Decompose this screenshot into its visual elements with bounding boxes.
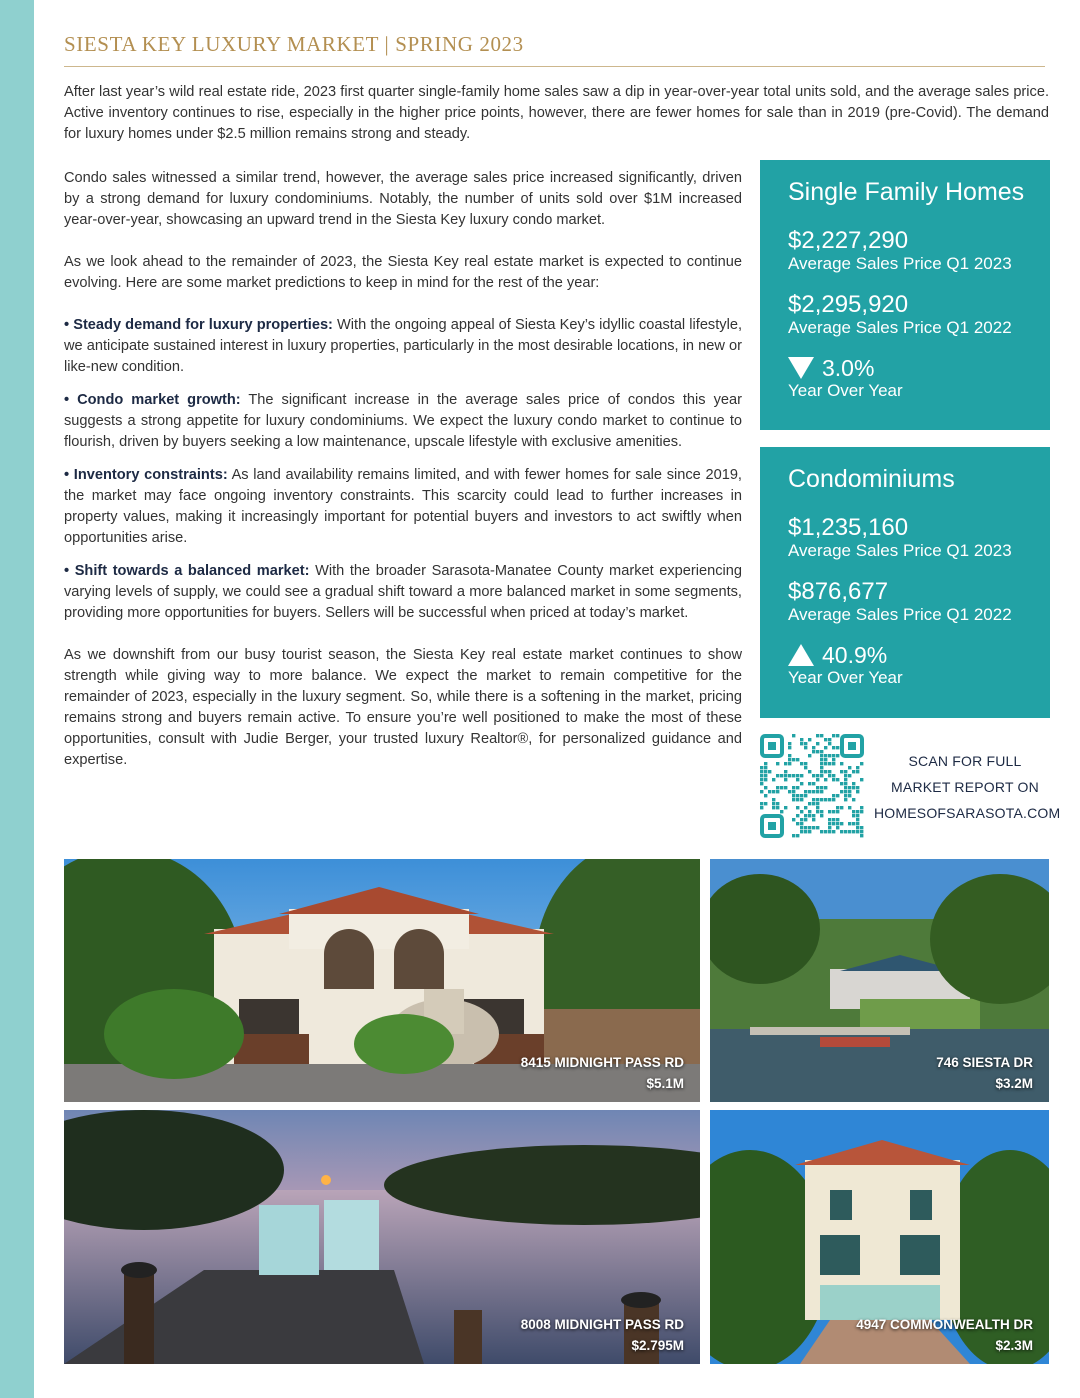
qr-module (812, 782, 815, 785)
qr-module (792, 758, 795, 761)
qr-module (764, 794, 767, 797)
qr-module (804, 830, 807, 833)
avg-price-2023-label: Average Sales Price Q1 2023 (788, 541, 1012, 560)
qr-module (792, 798, 795, 801)
scan-instructions (874, 748, 1061, 826)
up-arrow-icon (788, 644, 814, 666)
qr-module (812, 802, 815, 805)
qr-module (856, 814, 859, 817)
qr-module (860, 834, 863, 837)
qr-module (804, 826, 807, 829)
stat-box-title: Condominiums (788, 465, 955, 493)
qr-module (796, 778, 799, 781)
qr-module (836, 822, 839, 825)
listing-photo[interactable] (64, 859, 700, 1102)
qr-module (780, 810, 783, 813)
bullet-text: With the ongoing appeal of Siesta Key’s idyllic coastal lifestyle, we anticipate sustained interest in luxury properties, particularly in the most desirable locations, in new or like-new condition. (64, 317, 742, 375)
qr-module (840, 782, 843, 785)
qr-module (832, 778, 835, 781)
qr-module (812, 790, 815, 793)
qr-module (860, 810, 863, 813)
qr-module (824, 762, 827, 765)
qr-module (796, 814, 799, 817)
qr-module (820, 734, 823, 737)
qr-module (764, 778, 767, 781)
qr-module (768, 770, 771, 773)
qr-module (840, 806, 843, 809)
qr-module (852, 782, 855, 785)
qr-module (796, 758, 799, 761)
qr-module (820, 810, 823, 813)
qr-module (812, 798, 815, 801)
qr-module (816, 798, 819, 801)
qr-module (788, 746, 791, 749)
qr-module (836, 810, 839, 813)
qr-module (808, 790, 811, 793)
qr-module (820, 830, 823, 833)
header-divider (64, 66, 1045, 67)
listing-photo[interactable] (64, 1110, 700, 1364)
qr-module (848, 830, 851, 833)
yoy-change (788, 643, 1050, 667)
qr-module (836, 754, 839, 757)
qr-module (808, 738, 811, 741)
qr-module (812, 818, 815, 821)
avg-price-2023: $1,235,160 (788, 514, 909, 541)
listing-caption (936, 1052, 1033, 1094)
qr-module (808, 830, 811, 833)
qr-module (832, 822, 835, 825)
qr-module (832, 734, 835, 737)
listing-address: 746 SIESTA DR (936, 1055, 1033, 1070)
qr-module (788, 754, 791, 757)
listing-address: 8415 MIDNIGHT PASS RD (520, 1055, 684, 1070)
qr-module (792, 774, 795, 777)
yoy-change-label: Year Over Year (788, 381, 903, 400)
scan-line: MARKET REPORT ON (891, 779, 1039, 795)
intro-paragraph: After last year’s wild real estate ride, 2023 first quarter single-family home sales saw a dip in year-over-year total units sold, and the average sales price. Active inventory continues to rise, especially in the higher price points, however, there are fewer homes for sale than in 2019 (pre-Covid). The demand for luxury homes under $2.5 million remains strong and steady. (64, 84, 1049, 142)
qr-module (820, 774, 823, 777)
bullet-title: • Condo market growth: (64, 392, 241, 408)
qr-module (860, 778, 863, 781)
qr-module (788, 762, 791, 765)
stat-box-title: Single Family Homes (788, 178, 1025, 206)
qr-module (792, 834, 795, 837)
qr-module (836, 794, 839, 797)
qr-module (760, 806, 763, 809)
condominium-stats (760, 447, 1050, 718)
qr-module (840, 790, 843, 793)
qr-module (856, 786, 859, 789)
qr-module (820, 798, 823, 801)
qr-module (816, 802, 819, 805)
qr-module (800, 794, 803, 797)
single-family-stats (760, 160, 1050, 430)
qr-module (828, 798, 831, 801)
qr-module (840, 770, 843, 773)
qr-module (836, 826, 839, 829)
qr-module (812, 750, 815, 753)
qr-module (824, 754, 827, 757)
qr-module (820, 814, 823, 817)
qr-module (816, 742, 819, 745)
qr-module (844, 794, 847, 797)
qr-module (820, 758, 823, 761)
qr-module (860, 806, 863, 809)
qr-module (808, 782, 811, 785)
qr-module (792, 794, 795, 797)
qr-module (760, 766, 763, 769)
qr-module (832, 758, 835, 761)
qr-module (856, 826, 859, 829)
qr-module (820, 766, 823, 769)
qr-module (776, 786, 779, 789)
qr-module (800, 826, 803, 829)
qr-module (800, 810, 803, 813)
qr-module (792, 818, 795, 821)
qr-module (816, 750, 819, 753)
qr-module (832, 774, 835, 777)
qr-module (832, 794, 835, 797)
avg-price-2022-label: Average Sales Price Q1 2022 (788, 318, 1012, 337)
bullet-text: With the broader Sarasota-Manatee County market experiencing varying levels of supply, we could see a gradual shift toward a more balanced market in some segments, providing more opportunities for buyers. Sellers will be successful when priced at today’s market. (64, 563, 742, 621)
qr-module (804, 766, 807, 769)
lookahead-paragraph: As we look ahead to the remainder of 2023, the Siesta Key real estate market is expected to continue evolving. Here are some market predictions to keep in mind for the rest of the year: (64, 254, 742, 291)
qr-module (820, 786, 823, 789)
qr-module (772, 778, 775, 781)
qr-module (772, 802, 775, 805)
qr-module (848, 790, 851, 793)
qr-module (844, 790, 847, 793)
qr-module (788, 774, 791, 777)
qr-module (808, 754, 811, 757)
qr-module (840, 830, 843, 833)
qr-module (764, 770, 767, 773)
article-body (64, 168, 742, 792)
qr-module (860, 826, 863, 829)
qr-module (840, 762, 843, 765)
qr-module (800, 742, 803, 745)
qr-module (776, 806, 779, 809)
qr-module (848, 766, 851, 769)
qr-module (844, 778, 847, 781)
qr-module (832, 830, 835, 833)
qr-module (828, 810, 831, 813)
qr-module (804, 762, 807, 765)
qr-module (832, 798, 835, 801)
qr-module (856, 822, 859, 825)
qr-module (812, 746, 815, 749)
qr-module (860, 830, 863, 833)
qr-module (788, 758, 791, 761)
qr-module (760, 770, 763, 773)
qr-module (828, 762, 831, 765)
qr-module (828, 826, 831, 829)
qr-module (832, 762, 835, 765)
qr-module (764, 762, 767, 765)
qr-module (824, 830, 827, 833)
qr-module (852, 786, 855, 789)
qr-module (764, 802, 767, 805)
prediction-bullet (64, 561, 742, 624)
side-stripe (0, 0, 34, 1398)
qr-module (796, 806, 799, 809)
qr-module (772, 790, 775, 793)
qr-module (804, 746, 807, 749)
qr-module (856, 830, 859, 833)
qr-module (800, 798, 803, 801)
qr-module (800, 818, 803, 821)
qr-module (848, 786, 851, 789)
qr-module (852, 770, 855, 773)
qr-module (804, 806, 807, 809)
qr-module (784, 806, 787, 809)
qr-module (772, 806, 775, 809)
qr-module (820, 754, 823, 757)
qr-module (808, 814, 811, 817)
qr-module (812, 774, 815, 777)
qr-module (828, 830, 831, 833)
qr-module (784, 778, 787, 781)
qr-module (800, 774, 803, 777)
qr-module (832, 818, 835, 821)
qr-module (804, 742, 807, 745)
qr-module (796, 834, 799, 837)
page-title: SIESTA KEY LUXURY MARKET | SPRING 2023 (64, 32, 524, 56)
qr-module (792, 734, 795, 737)
qr-module (776, 790, 779, 793)
yoy-change-value: 3.0% (822, 355, 875, 381)
listing-address: 8008 MIDNIGHT PASS RD (520, 1317, 684, 1332)
qr-module (800, 822, 803, 825)
qr-module (784, 762, 787, 765)
avg-price-2022-label: Average Sales Price Q1 2022 (788, 605, 1012, 624)
qr-module (804, 794, 807, 797)
listing-price: $3.2M (995, 1076, 1033, 1091)
qr-module (764, 786, 767, 789)
qr-module (824, 770, 827, 773)
listing-photo[interactable] (710, 1110, 1049, 1364)
qr-module (816, 734, 819, 737)
qr-module (828, 818, 831, 821)
qr-module (816, 826, 819, 829)
qr-module (832, 810, 835, 813)
website-link[interactable]: HOMESOFSARASOTA.COM (874, 805, 1061, 821)
qr-module (828, 742, 831, 745)
qr-module (800, 782, 803, 785)
qr-module (820, 762, 823, 765)
avg-price-2022: $876,677 (788, 578, 889, 605)
qr-module (836, 734, 839, 737)
qr-module (796, 786, 799, 789)
qr-module (796, 794, 799, 797)
listing-photo[interactable] (710, 859, 1049, 1102)
qr-module (832, 746, 835, 749)
qr-module (812, 814, 815, 817)
qr-module (852, 814, 855, 817)
down-arrow-icon (788, 357, 814, 379)
qr-module (772, 798, 775, 801)
qr-module (796, 774, 799, 777)
qr-module (788, 742, 791, 745)
qr-module (796, 798, 799, 801)
listing-caption (521, 1052, 684, 1094)
qr-module (824, 746, 827, 749)
qr-module (816, 810, 819, 813)
qr-module (856, 766, 859, 769)
avg-price-2023: $2,227,290 (788, 227, 909, 254)
qr-module (844, 770, 847, 773)
qr-module (856, 818, 859, 821)
qr-module (780, 774, 783, 777)
qr-module (792, 786, 795, 789)
qr-module (820, 750, 823, 753)
prediction-bullet (64, 465, 742, 549)
qr-module (776, 774, 779, 777)
qr-module (832, 754, 835, 757)
qr-module (844, 782, 847, 785)
qr-module (856, 790, 859, 793)
qr-module (788, 790, 791, 793)
qr-module (844, 830, 847, 833)
avg-price-2022: $2,295,920 (788, 291, 909, 318)
qr-code-icon[interactable] (760, 734, 864, 838)
listing-price: $5.1M (646, 1076, 684, 1091)
qr-module (784, 786, 787, 789)
bullet-title: • Steady demand for luxury properties: (64, 317, 333, 333)
qr-module (828, 754, 831, 757)
yoy-change-value: 40.9% (822, 642, 888, 668)
qr-module (836, 818, 839, 821)
qr-module (848, 806, 851, 809)
qr-module (844, 774, 847, 777)
qr-module (824, 798, 827, 801)
qr-module (808, 810, 811, 813)
qr-module (816, 806, 819, 809)
listing-price: $2.3M (995, 1338, 1033, 1353)
qr-module (848, 774, 851, 777)
qr-module (840, 822, 843, 825)
qr-module (816, 786, 819, 789)
qr-module (760, 774, 763, 777)
qr-module (784, 774, 787, 777)
bullet-title: • Shift towards a balanced market: (64, 563, 310, 579)
qr-module (808, 826, 811, 829)
qr-module (852, 810, 855, 813)
qr-module (808, 802, 811, 805)
qr-module (776, 762, 779, 765)
qr-module (816, 790, 819, 793)
qr-module (804, 818, 807, 821)
qr-module (764, 774, 767, 777)
qr-module (760, 802, 763, 805)
qr-module (836, 778, 839, 781)
qr-module (836, 746, 839, 749)
listing-address: 4947 COMMONWEALTH DR (856, 1317, 1033, 1332)
qr-module (768, 790, 771, 793)
qr-module (800, 830, 803, 833)
listing-price: $2.795M (631, 1338, 684, 1353)
qr-module (828, 738, 831, 741)
qr-module (804, 790, 807, 793)
bullet-text: The significant increase in the average sales price of condos this year suggests a strong appetite for luxury condominiums. We expect the luxury condo market to continue to flourish, driven by buyers seeking a low maintenance, upscale lifestyle with exclusive amenities. (64, 392, 742, 450)
qr-module (792, 790, 795, 793)
qr-module (860, 762, 863, 765)
qr-module (848, 822, 851, 825)
qr-module (856, 770, 859, 773)
qr-module (824, 738, 827, 741)
qr-module (828, 770, 831, 773)
qr-module (828, 822, 831, 825)
qr-module (828, 774, 831, 777)
yoy-change-label: Year Over Year (788, 668, 903, 687)
qr-module (760, 782, 763, 785)
qr-module (848, 794, 851, 797)
qr-module (844, 786, 847, 789)
qr-module (820, 770, 823, 773)
qr-module (764, 766, 767, 769)
scan-line: SCAN FOR FULL (908, 753, 1022, 769)
yoy-change (788, 356, 1050, 380)
qr-module (796, 822, 799, 825)
qr-module (800, 738, 803, 741)
qr-module (852, 830, 855, 833)
closing-paragraph: As we downshift from our busy tourist season, the Siesta Key real estate market continues to show strength while giving way to more balance. We expect the market to remain competitive for the remainder of 2023, especially in the luxury segment. So, while there is a softening in the market, pricing remains strong and buyers remain active. To ensure you’re well positioned to make the most of these opportunities, consult with Judie Berger, your trusted luxury Realtor®, for personalized guidance and expertise. (64, 647, 742, 768)
listing-caption (521, 1314, 684, 1356)
qr-module (808, 770, 811, 773)
qr-module (824, 786, 827, 789)
qr-module (856, 810, 859, 813)
qr-module (824, 778, 827, 781)
qr-module (800, 762, 803, 765)
qr-module (824, 758, 827, 761)
qr-module (816, 774, 819, 777)
qr-module (812, 826, 815, 829)
qr-module (760, 778, 763, 781)
condo-paragraph: Condo sales witnessed a similar trend, however, the average sales price increased significantly, driven by a strong demand for luxury condominiums. Notably, the number of units sold over $1M increased year-over-year, showcasing an upward trend in the Siesta Key luxury condo market. (64, 170, 742, 228)
qr-module (776, 802, 779, 805)
listing-caption (856, 1314, 1033, 1356)
qr-module (804, 814, 807, 817)
avg-price-2023-label: Average Sales Price Q1 2023 (788, 254, 1012, 273)
qr-module (844, 798, 847, 801)
prediction-bullet (64, 390, 742, 453)
qr-module (760, 790, 763, 793)
qr-module (820, 790, 823, 793)
qr-module (836, 806, 839, 809)
qr-module (784, 770, 787, 773)
qr-module (852, 822, 855, 825)
bullet-title: • Inventory constraints: (64, 467, 228, 483)
qr-module (816, 778, 819, 781)
bullet-text: As land availability remains limited, and with fewer homes for sale since 2019, the market may face ongoing inventory constraints. This scarcity could lead to further increases in property values, making it increasingly important for potential buyers and investors to act swiftly when opportunities arise. (64, 467, 742, 546)
qr-module (780, 786, 783, 789)
qr-module (852, 798, 855, 801)
prediction-bullet (64, 315, 742, 378)
